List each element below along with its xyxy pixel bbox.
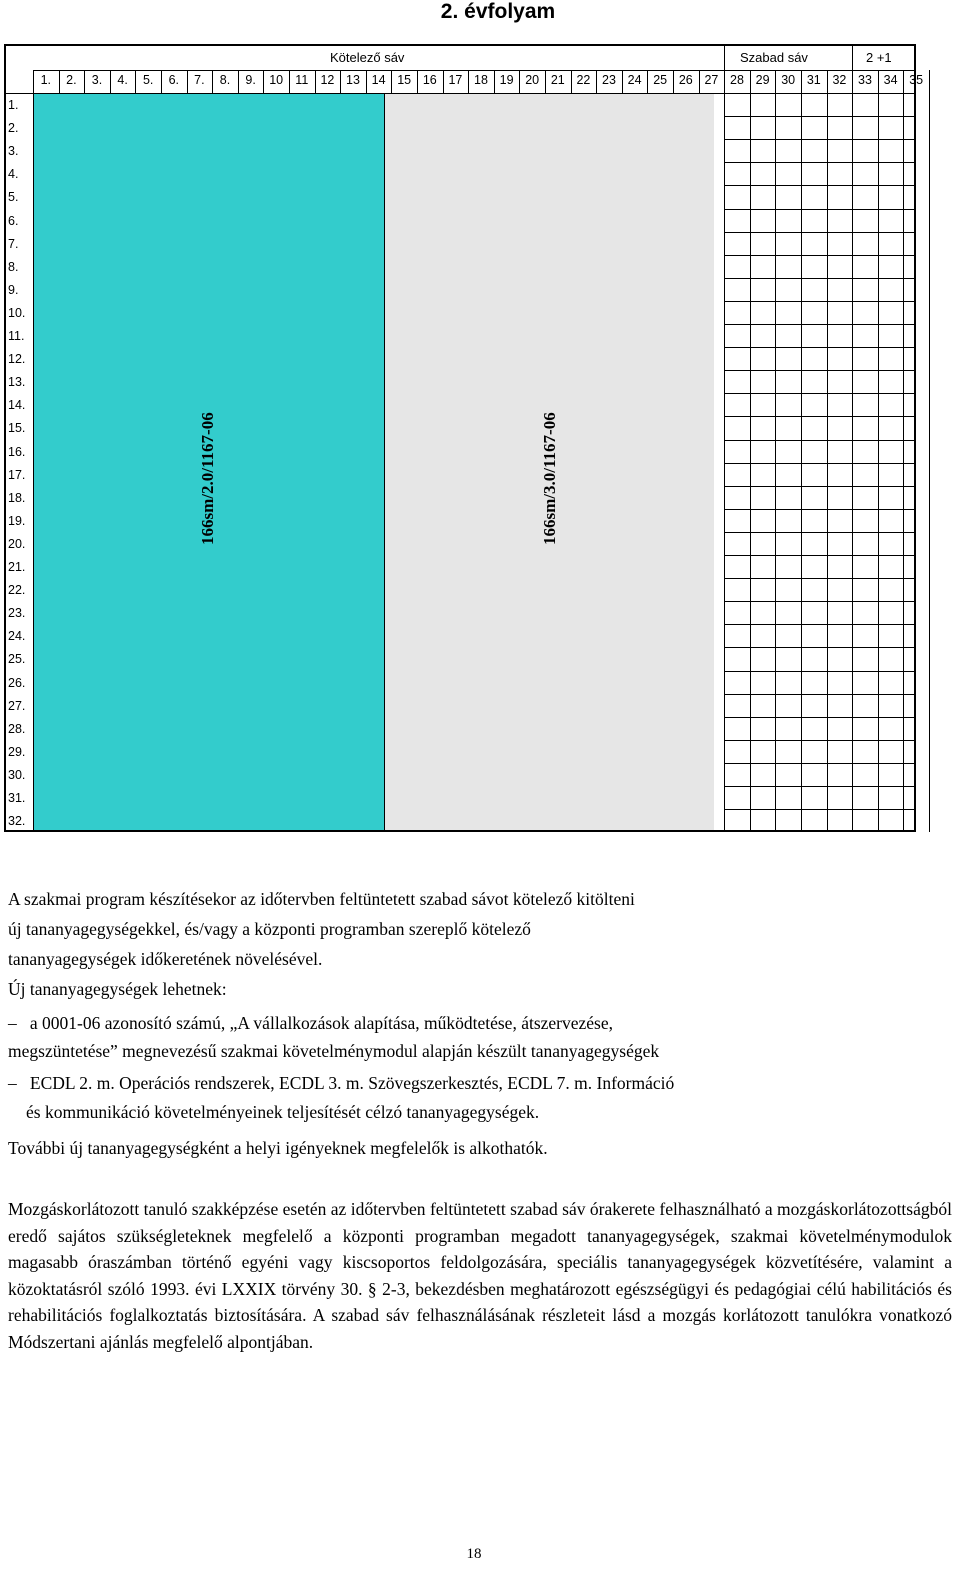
row-number: 7. — [8, 236, 19, 251]
grid-line — [724, 139, 916, 140]
grid-line — [135, 70, 136, 93]
column-number: 2. — [66, 73, 77, 87]
grid-line — [187, 70, 188, 93]
grid-line — [775, 70, 776, 93]
band-mandatory-label: Kötelező sáv — [330, 50, 405, 65]
row-number: 5. — [8, 190, 19, 205]
grid-line — [33, 70, 34, 832]
block1-code-label: 166sm/2.0/1167-06 — [198, 412, 217, 545]
paragraph-1-line-1: A szakmai program készítésekor az időtervben feltüntetett szabad sávot kötelező kitölteni — [8, 889, 635, 909]
grid-line — [384, 93, 385, 832]
row-number: 26. — [8, 675, 26, 690]
grid-line — [724, 255, 916, 256]
row-number: 10. — [8, 305, 26, 320]
grid-line — [724, 185, 916, 186]
grid-line — [724, 486, 916, 487]
page-number: 18 — [466, 1546, 482, 1562]
grid-line — [647, 70, 648, 93]
grid-line — [852, 46, 853, 70]
column-number: 11 — [295, 73, 309, 87]
list-item-1-line-2: megszüntetése” megnevezésű szakmai követelménymodul alapján készült tananyagegységek — [8, 1041, 660, 1061]
row-number: 14. — [8, 398, 26, 413]
row-number: 22. — [8, 583, 26, 598]
grid-line — [110, 70, 111, 93]
grid-line — [724, 763, 916, 764]
list-item-2-line-1: ECDL 2. m. Operációs rendszerek, ECDL 3. m. Szövegszerkesztés, ECDL 7. m. Információ — [29, 1073, 675, 1093]
grid-line — [263, 70, 264, 93]
column-number: 25 — [653, 73, 668, 87]
grid-line — [724, 740, 916, 741]
grid-line — [724, 347, 916, 348]
column-number: 30 — [781, 73, 796, 87]
column-number: 18 — [474, 73, 488, 87]
grid-line — [33, 70, 916, 71]
paragraph-2: További új tananyagegységként a helyi igényeknek megfelelők is alkothatók. — [8, 1138, 548, 1158]
grid-line — [724, 370, 916, 371]
grid-line — [724, 209, 916, 210]
grid-line — [724, 416, 916, 417]
list-item-2-line-2: és kommunikáció követelményeinek teljesítését célzó tananyagegységek. — [26, 1102, 540, 1122]
column-number: 27 — [704, 73, 719, 87]
grid-line — [59, 70, 60, 93]
grid-line — [724, 440, 916, 441]
grid-line — [724, 532, 916, 533]
grid-line — [724, 786, 916, 787]
grid-line — [238, 70, 239, 93]
list-item-2 — [8, 1068, 952, 1099]
grid-line — [878, 70, 879, 93]
row-number: 18. — [8, 490, 26, 505]
row-number: 12. — [8, 352, 26, 367]
column-number: 10 — [269, 73, 284, 87]
grid-line — [366, 70, 367, 93]
grid-line — [724, 555, 916, 556]
grid-line — [519, 70, 520, 93]
row-number: 11. — [8, 329, 25, 343]
grid-line — [724, 624, 916, 625]
column-number: 26 — [678, 73, 693, 87]
grid-line — [289, 70, 290, 93]
grid-line — [724, 694, 916, 695]
row-number: 1. — [8, 98, 19, 112]
band-extra-label: 2 +1 — [866, 50, 892, 65]
grid-line — [417, 70, 418, 93]
list-item-1-line-1: a 0001-06 azonosító számú, „A vállalkozások alapítása, működtetése, átszervezése, — [29, 1013, 613, 1033]
row-number: 32. — [8, 814, 26, 829]
grid-line — [724, 578, 916, 579]
row-number: 28. — [8, 721, 26, 736]
column-number: 4. — [117, 73, 128, 87]
grid-line — [929, 93, 930, 832]
column-number: 33 — [858, 73, 872, 87]
row-number: 21. — [8, 560, 26, 574]
paragraph-1-line-2: új tananyagegységekkel, és/vagy a központi programban szereplő kötelező — [8, 919, 531, 939]
row-number: 15. — [8, 421, 26, 436]
row-number: 25. — [8, 652, 26, 667]
column-number: 17 — [448, 73, 463, 87]
grid-line — [724, 717, 916, 718]
paragraph-3: Mozgáskorlátozott tanuló szakképzése esetén az időtervben feltüntetett szabad sáv órakerete felhasználható a mozgáskorlátozottságból eredő sajátos szükségleteknek megfelelő a központi programban megadott tananyagegységek, szakmai követelménymodulok magasabb óraszámban történő egyéni vagy kiscsoportos feldolgozására, speciális tananyagegységek közvetítésére, valamint a közoktatásról szóló 1993. évi LXXIX törvény 30. § 2-3, bekezdésben meghatározott egészségügyi és pedagógiai célú habilitációs és rehabilitációs foglalkoztatás biztosítására. A szabad sáv felhasználásának részleteit lásd a mozgás korlátozott tanulókra vonatkozó Módszertani ajánlás megfelelő alpontjában. — [8, 1199, 952, 1352]
column-number: 13 — [346, 73, 360, 87]
grid-line — [750, 70, 751, 93]
grid-line — [724, 232, 916, 233]
grid-line — [391, 70, 392, 93]
grid-line — [724, 463, 916, 464]
column-number: 28 — [730, 73, 744, 87]
row-number: 6. — [8, 213, 19, 228]
grid-line — [161, 70, 162, 93]
grid-line — [929, 70, 930, 93]
grid-line — [724, 70, 725, 93]
paragraph-1-line-3: tananyagegységek időkeretének növelésével. — [8, 949, 323, 969]
grid-line — [84, 70, 85, 93]
grid-line — [724, 46, 725, 70]
row-number: 27. — [8, 698, 26, 713]
row-number: 30. — [8, 767, 26, 782]
row-number: 3. — [8, 144, 19, 159]
grid-line — [724, 809, 916, 810]
row-number: 23. — [8, 606, 26, 621]
row-number: 4. — [8, 167, 19, 182]
column-number: 16 — [422, 73, 437, 87]
grid-line — [801, 70, 802, 93]
grid-line — [494, 70, 495, 93]
column-number: 35 — [909, 73, 924, 87]
grid-line — [4, 93, 916, 94]
grid-line — [903, 70, 904, 93]
grid-line — [673, 70, 674, 93]
grid-line — [724, 116, 916, 117]
grid-line — [724, 601, 916, 602]
grid-line — [315, 70, 316, 93]
row-number: 8. — [8, 259, 19, 274]
grid-line — [724, 301, 916, 302]
grid-line — [724, 162, 916, 163]
grid-line — [622, 70, 623, 93]
column-number: 24 — [627, 73, 642, 87]
grid-line — [724, 324, 916, 325]
column-number: 1. — [40, 73, 52, 87]
row-number: 19. — [8, 513, 26, 528]
grid-line — [212, 70, 213, 93]
row-number: 13. — [8, 375, 26, 390]
grid-line — [724, 509, 916, 510]
column-number: 32 — [832, 73, 847, 87]
column-number: 8. — [219, 73, 231, 87]
dash-bullet: – — [8, 1013, 17, 1033]
column-number: 6. — [168, 73, 180, 87]
grid-line — [724, 647, 916, 648]
row-number: 20. — [8, 536, 26, 551]
band-free-label: Szabad sáv — [740, 50, 808, 65]
column-number: 7. — [194, 73, 205, 87]
grid-line — [468, 70, 469, 93]
column-number: 19 — [499, 73, 514, 87]
page-title: 2. évfolyam — [440, 0, 556, 23]
column-number: 5. — [142, 73, 154, 87]
row-number: 24. — [8, 629, 26, 644]
row-number: 29. — [8, 744, 26, 759]
row-number: 16. — [8, 444, 26, 459]
row-number: 9. — [8, 282, 19, 297]
column-number: 12 — [320, 73, 335, 87]
grid-line — [443, 70, 444, 93]
grid-line — [827, 70, 828, 93]
column-number: 3. — [91, 73, 103, 87]
column-number: 14 — [371, 73, 386, 87]
dash-bullet: – — [8, 1073, 17, 1093]
column-number: 20 — [525, 73, 540, 87]
column-number: 15 — [397, 73, 412, 87]
grid-line — [571, 70, 572, 93]
grid-line — [724, 278, 916, 279]
grid-line — [724, 671, 916, 672]
grid-line — [724, 393, 916, 394]
grid-line — [596, 70, 597, 93]
column-number: 22 — [576, 73, 591, 87]
column-number: 9. — [245, 73, 256, 87]
column-number: 34 — [883, 73, 898, 87]
column-number: 23 — [602, 73, 616, 87]
column-number: 29 — [755, 73, 770, 87]
column-number: 21 — [550, 73, 565, 87]
paragraph-1-line-4: Új tananyagegységek lehetnek: — [8, 979, 227, 999]
column-number: 31 — [806, 73, 821, 87]
grid-line — [340, 70, 341, 93]
row-number: 17. — [8, 467, 26, 482]
row-number: 31. — [8, 791, 26, 805]
block2-code-label: 166sm/3.0/1167-06 — [540, 412, 559, 545]
list-item-1 — [8, 1008, 952, 1039]
row-number: 2. — [8, 121, 19, 136]
grid-line — [699, 70, 700, 93]
grid-line — [852, 70, 853, 93]
grid-line — [545, 70, 546, 93]
